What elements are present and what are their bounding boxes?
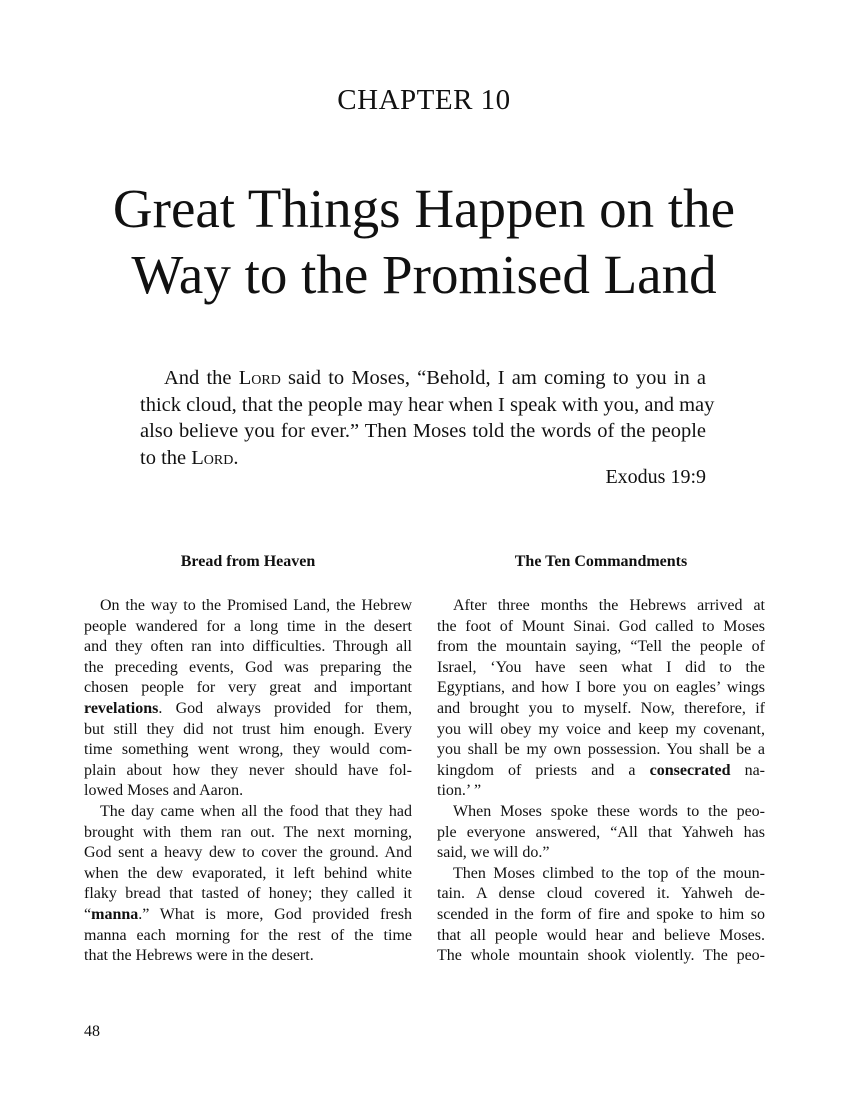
body-line: when the dew evaporated, it left behind white <box>84 864 412 882</box>
body-line: that all people would hear and believe Moses. <box>437 926 765 944</box>
body-line: brought with them ran out. The next morning, <box>84 823 412 841</box>
body-line: ple everyone answered, “All that Yahweh has <box>437 823 765 841</box>
epigraph-line-text: to the Lord. <box>140 446 239 469</box>
body-line-rest: . God always provided for them, <box>158 699 412 717</box>
epigraph-line-text: thick cloud, that the people may hear when I speak with you, and may <box>140 393 715 416</box>
body-line <box>84 905 412 926</box>
small-caps-lord: Lord <box>191 446 234 469</box>
body-line: After three months the Hebrews arrived at <box>453 597 765 614</box>
body-line: and brought you to myself. Now, therefore, if <box>437 699 765 717</box>
body-line: Then Moses climbed to the top of the moun- <box>453 864 765 882</box>
body-line: the foot of Mount Sinai. God called to Moses <box>437 617 765 635</box>
body-line: but still they did not trust him enough. Every <box>84 720 412 738</box>
body-line-rest: .” What is more, God provided fresh <box>138 905 412 923</box>
small-caps-lord: Lord <box>238 367 281 389</box>
body-line: tain. A dense cloud covered it. Yahweh de- <box>437 885 765 903</box>
body-line: you shall be my own possession. You shall be a <box>437 741 765 759</box>
body-line-rest: na- <box>730 761 765 779</box>
bold-term-revelations: revelations <box>84 699 159 717</box>
body-line-open-quote: “ <box>84 905 92 923</box>
body-line: When Moses spoke these words to the peo- <box>453 802 765 820</box>
epigraph-line <box>140 418 706 445</box>
column-bread-from-heaven <box>84 552 412 967</box>
body-line: that the Hebrews were in the desert. <box>84 947 314 965</box>
body-line: God sent a heavy dew to cover the ground. And <box>84 844 412 862</box>
body-line: plain about how they never should have fol- <box>84 761 412 779</box>
section-heading-bread-from-heaven: Bread from Heaven <box>180 553 316 570</box>
chapter-title <box>0 176 848 308</box>
body-line: lowed Moses and Aaron. <box>84 782 244 800</box>
body-line: Israel, ‘You have seen what I did to the <box>437 658 765 676</box>
epigraph-quote <box>140 365 715 471</box>
epigraph-line-text: also believe you for ever.” Then Moses told the words of the people <box>140 420 706 442</box>
bold-term-manna: manna <box>91 905 139 923</box>
epigraph-line <box>140 392 715 419</box>
page-number: 48 <box>84 1023 100 1040</box>
chapter-title-line-1: Great Things Happen on the <box>112 178 736 239</box>
body-line: time something went wrong, they would com- <box>84 741 412 759</box>
epigraph-citation: Exodus 19:9 <box>605 466 706 488</box>
chapter-title-line-2: Way to the Promised Land <box>131 244 717 305</box>
body-line: and they often ran into difficulties. Through all <box>84 638 412 656</box>
body-line <box>437 761 765 782</box>
body-line-lead: kingdom of priests and a <box>437 761 650 779</box>
body-line: Egyptians, and how I bore you on eagles’ wings <box>437 679 765 697</box>
chapter-label: CHAPTER 10 <box>337 84 511 116</box>
column-ten-commandments <box>437 552 765 967</box>
body-line: people wandered for a long time in the desert <box>84 617 412 635</box>
body-line: said, we will do.” <box>437 844 550 862</box>
body-line: On the way to the Promised Land, the Hebrew <box>100 597 412 614</box>
epigraph-line <box>140 365 706 392</box>
body-line: from the mountain saying, “Tell the people of <box>437 638 765 656</box>
body-line: The whole mountain shook violently. The peo- <box>437 947 765 965</box>
body-line: you will obey my voice and keep my covenant, <box>437 720 765 738</box>
body-line: flaky bread that tasted of honey; they called it <box>84 885 412 903</box>
epigraph-line-text: And the Lord said to Moses, “Behold, I am coming to you in a <box>164 367 706 389</box>
section-heading-ten-commandments: The Ten Commandments <box>514 553 688 570</box>
body-line: scended in the form of fire and spoke to him so <box>437 905 765 923</box>
body-line: manna each morning for the rest of the time <box>84 926 412 944</box>
bold-term-consecrated: consecrated <box>649 761 731 779</box>
body-line: the preceding events, God was preparing the <box>84 658 412 676</box>
body-line: tion.’ ” <box>437 782 482 800</box>
body-line: The day came when all the food that they had <box>100 802 412 820</box>
body-line: chosen people for very great and important <box>84 679 412 697</box>
body-line <box>84 699 412 720</box>
